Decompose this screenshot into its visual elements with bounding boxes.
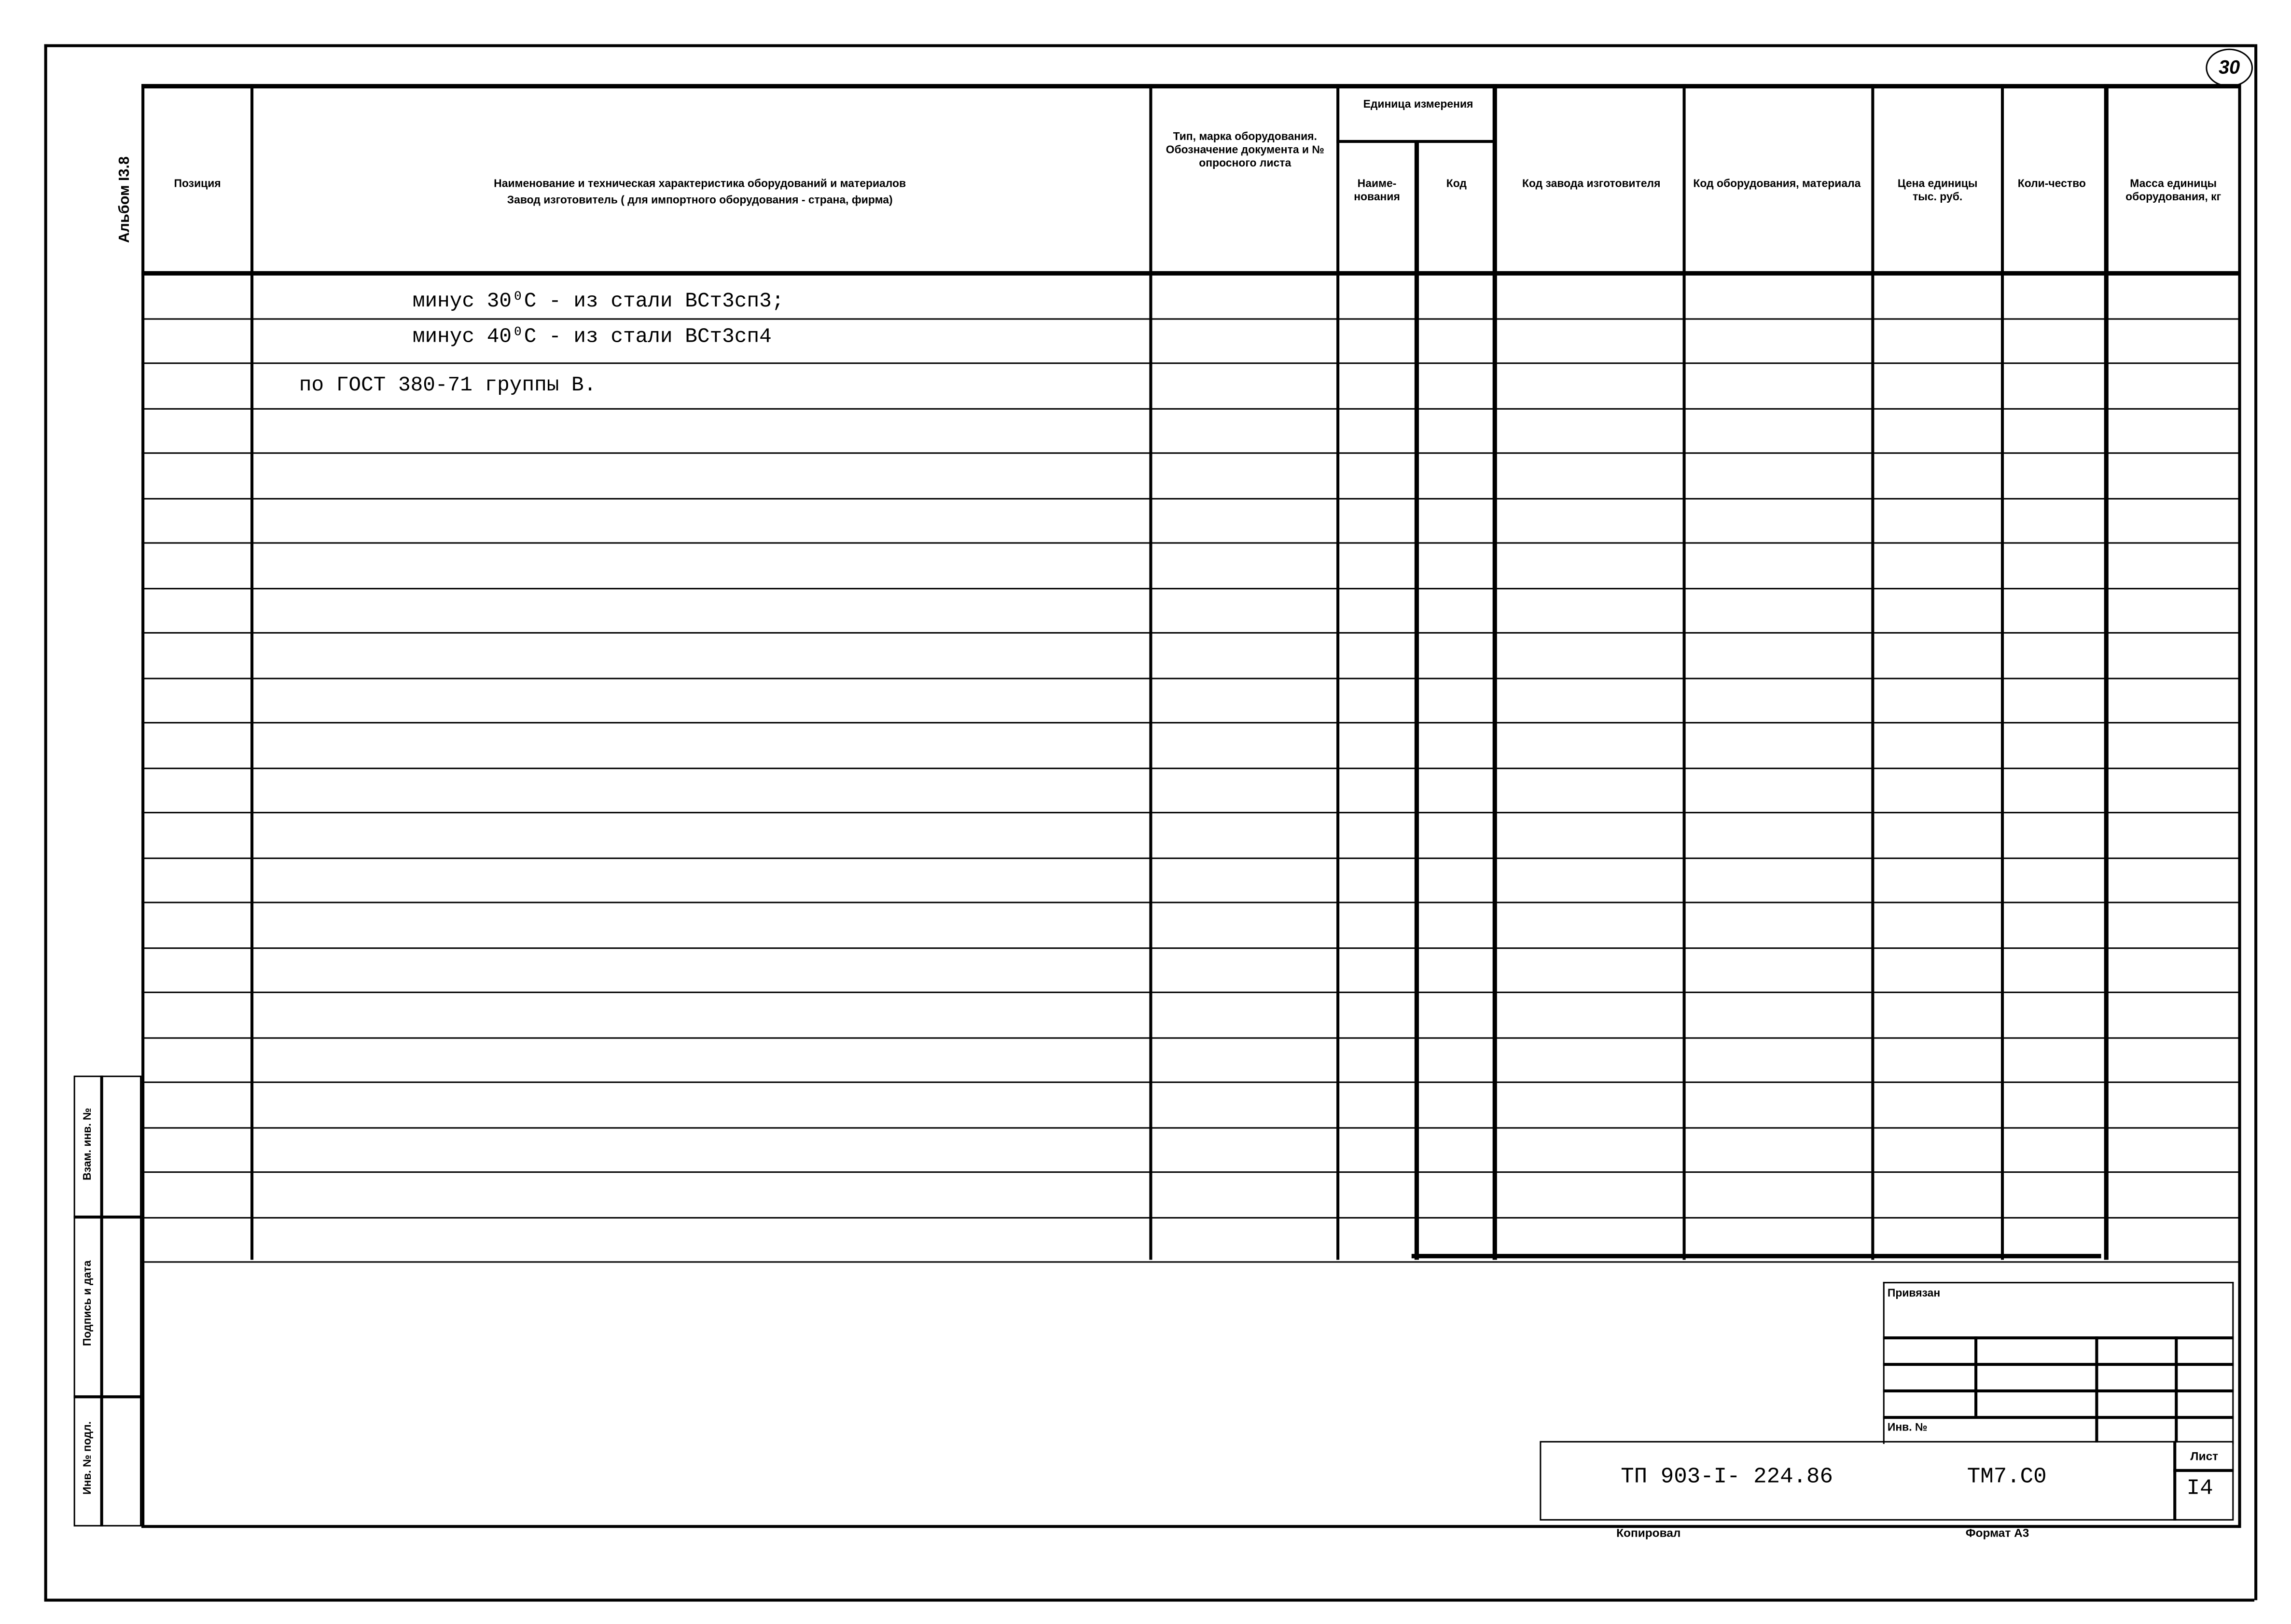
sheet-label: Лист bbox=[2190, 1450, 2219, 1463]
table-row-line bbox=[141, 1261, 2239, 1263]
table-row-line bbox=[141, 767, 2239, 769]
table-row-line bbox=[141, 452, 2239, 454]
margin-replaced-inv: Взам. инв. № bbox=[80, 1108, 94, 1180]
doc-mark: ТМ7.С0 bbox=[1967, 1464, 2047, 1490]
header-mass: Масса единицы оборудования, кг bbox=[2125, 177, 2222, 204]
table-row-line bbox=[141, 812, 2239, 814]
header-factory-code: Код завода изготовителя bbox=[1522, 177, 1661, 190]
header-price: Цена единицы тыс. руб. bbox=[1897, 177, 1978, 204]
header-name-line2: Завод изготовитель ( для импортного оборудования - страна, фирма) bbox=[507, 193, 893, 207]
table-row-line bbox=[141, 1216, 2239, 1218]
stamp-line bbox=[1883, 1416, 2234, 1418]
table-row-line bbox=[141, 902, 2239, 903]
doc-code: ТП 903-I- 224.86 bbox=[1621, 1464, 1833, 1490]
table-row-line bbox=[141, 587, 2239, 589]
header-unit-code: Код bbox=[1446, 177, 1467, 190]
table-row-line bbox=[141, 1037, 2239, 1039]
column-divider bbox=[1415, 141, 1418, 1260]
stamp-line bbox=[2095, 1336, 2097, 1443]
table-row-line bbox=[141, 1171, 2239, 1173]
inv-no-label: Инв. № bbox=[1887, 1420, 1928, 1434]
table-row-line bbox=[141, 677, 2239, 679]
header-bottom-border bbox=[141, 271, 2239, 275]
header-name-line1: Наименование и техническая характеристика оборудований и материалов bbox=[494, 177, 906, 190]
row-text-2: минус 40⁰С - из стали ВСт3сп4 bbox=[412, 325, 772, 349]
table-row-line bbox=[141, 497, 2239, 499]
row-text-1: минус 30⁰С - из стали ВСт3сп3; bbox=[412, 290, 784, 314]
table-row-line bbox=[141, 407, 2239, 409]
header-equipment-code: Код оборудования, материала bbox=[1693, 177, 1861, 190]
stamp-line bbox=[1883, 1389, 2234, 1392]
table-row-line bbox=[141, 857, 2239, 859]
table-row-line bbox=[141, 947, 2239, 949]
header-quantity: Коли-чество bbox=[2017, 177, 2086, 190]
stamp-line bbox=[1883, 1336, 2234, 1339]
margin-divider bbox=[100, 1076, 103, 1527]
frame-bottom-border bbox=[141, 1525, 2239, 1528]
table-top-border bbox=[141, 84, 2239, 88]
margin-inv-original: Инв. № подл. bbox=[80, 1421, 94, 1495]
frame-line bbox=[2254, 44, 2257, 1600]
header-type: Тип, марка оборудования. Обозначение документа и № опросного листа bbox=[1166, 129, 1324, 170]
table-row-line bbox=[141, 362, 2239, 364]
table-row-line bbox=[141, 1082, 2239, 1083]
frame-line bbox=[44, 1599, 2255, 1601]
stamp-line bbox=[1974, 1336, 1977, 1416]
margin-signature-date: Подпись и дата bbox=[80, 1260, 94, 1346]
sheet-number: I4 bbox=[2186, 1476, 2213, 1502]
stamp-line bbox=[2175, 1336, 2177, 1443]
header-position: Позиция bbox=[174, 177, 221, 190]
stamp-line bbox=[1883, 1363, 2234, 1365]
margin-divider bbox=[74, 1216, 141, 1218]
frame-line bbox=[44, 44, 47, 1600]
stamp-line bbox=[2173, 1469, 2234, 1471]
frame-line bbox=[44, 44, 2255, 47]
table-right-border bbox=[2238, 84, 2241, 1528]
table-row-line bbox=[141, 318, 2239, 319]
attached-label: Привязан bbox=[1887, 1286, 1941, 1300]
header-unit: Единица измерения bbox=[1363, 97, 1473, 111]
table-row-line bbox=[141, 632, 2239, 634]
table-row-line bbox=[141, 1126, 2239, 1128]
format-label: Формат А3 bbox=[1965, 1526, 2029, 1540]
sheet-circle-number: 30 bbox=[2206, 49, 2253, 87]
table-row-line bbox=[141, 542, 2239, 544]
header-unit-name: Наиме-нования bbox=[1354, 177, 1400, 204]
table-row-line bbox=[141, 722, 2239, 724]
row-text-3: по ГОСТ 380-71 группы В. bbox=[299, 374, 597, 398]
table-row-line bbox=[141, 992, 2239, 994]
copied-label: Копировал bbox=[1616, 1526, 1681, 1540]
table-left-border bbox=[141, 84, 144, 1528]
stamp-line bbox=[2173, 1441, 2176, 1521]
album-label: Альбом I3.8 bbox=[117, 156, 134, 243]
bold-border bbox=[1412, 1254, 2101, 1258]
